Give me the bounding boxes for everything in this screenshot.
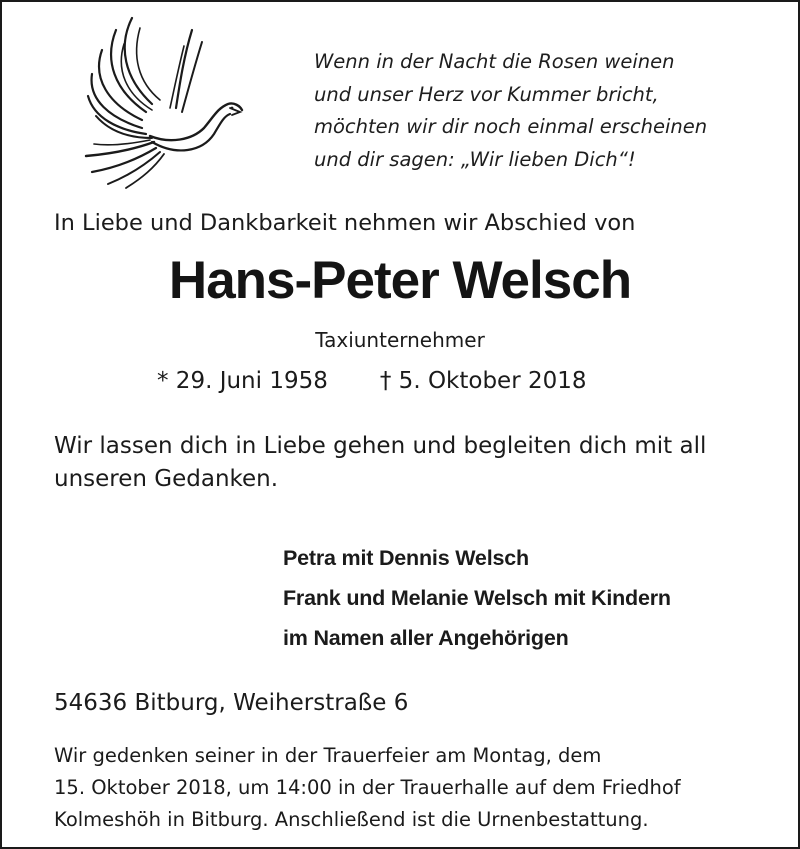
family-line: Frank und Melanie Welsch mit Kindern	[283, 586, 671, 610]
occupation: Taxiunternehmer	[315, 328, 485, 352]
service-line: 15. Oktober 2018, um 14:00 in der Trauerhalle auf dem Friedhof	[54, 776, 681, 799]
deceased-name: Hans-Peter Welsch	[168, 251, 632, 310]
family-signature	[283, 538, 671, 658]
family-line: im Namen aller Angehörigen	[283, 626, 569, 650]
dove-icon	[80, 16, 245, 191]
death-date: † 5. Oktober 2018	[379, 368, 587, 394]
intro-text: In Liebe und Dankbarkeit nehmen wir Abschied von	[54, 210, 636, 236]
poem-line: Wenn in der Nacht die Rosen weinen	[314, 50, 675, 73]
poem-line: möchten wir dir noch einmal erscheinen	[314, 115, 708, 138]
life-dates	[157, 368, 587, 394]
family-line: Petra mit Dennis Welsch	[283, 546, 529, 570]
farewell-text: Wir lassen dich in Liebe gehen und begleiten dich mit all unseren Gedanken.	[54, 433, 707, 492]
service-line: Kolmeshöh in Bitburg. Anschließend ist die Urnenbestattung.	[54, 808, 649, 831]
birth-date: * 29. Juni 1958	[157, 368, 328, 394]
service-line: Wir gedenken seiner in der Trauerfeier am Montag, dem	[54, 744, 602, 767]
poem-line: und dir sagen: „Wir lieben Dich“!	[314, 147, 636, 171]
poem	[314, 46, 784, 176]
address: 54636 Bitburg, Weiherstraße 6	[54, 690, 409, 716]
poem-line: und unser Herz vor Kummer bricht,	[314, 82, 659, 106]
service-info	[54, 740, 681, 836]
